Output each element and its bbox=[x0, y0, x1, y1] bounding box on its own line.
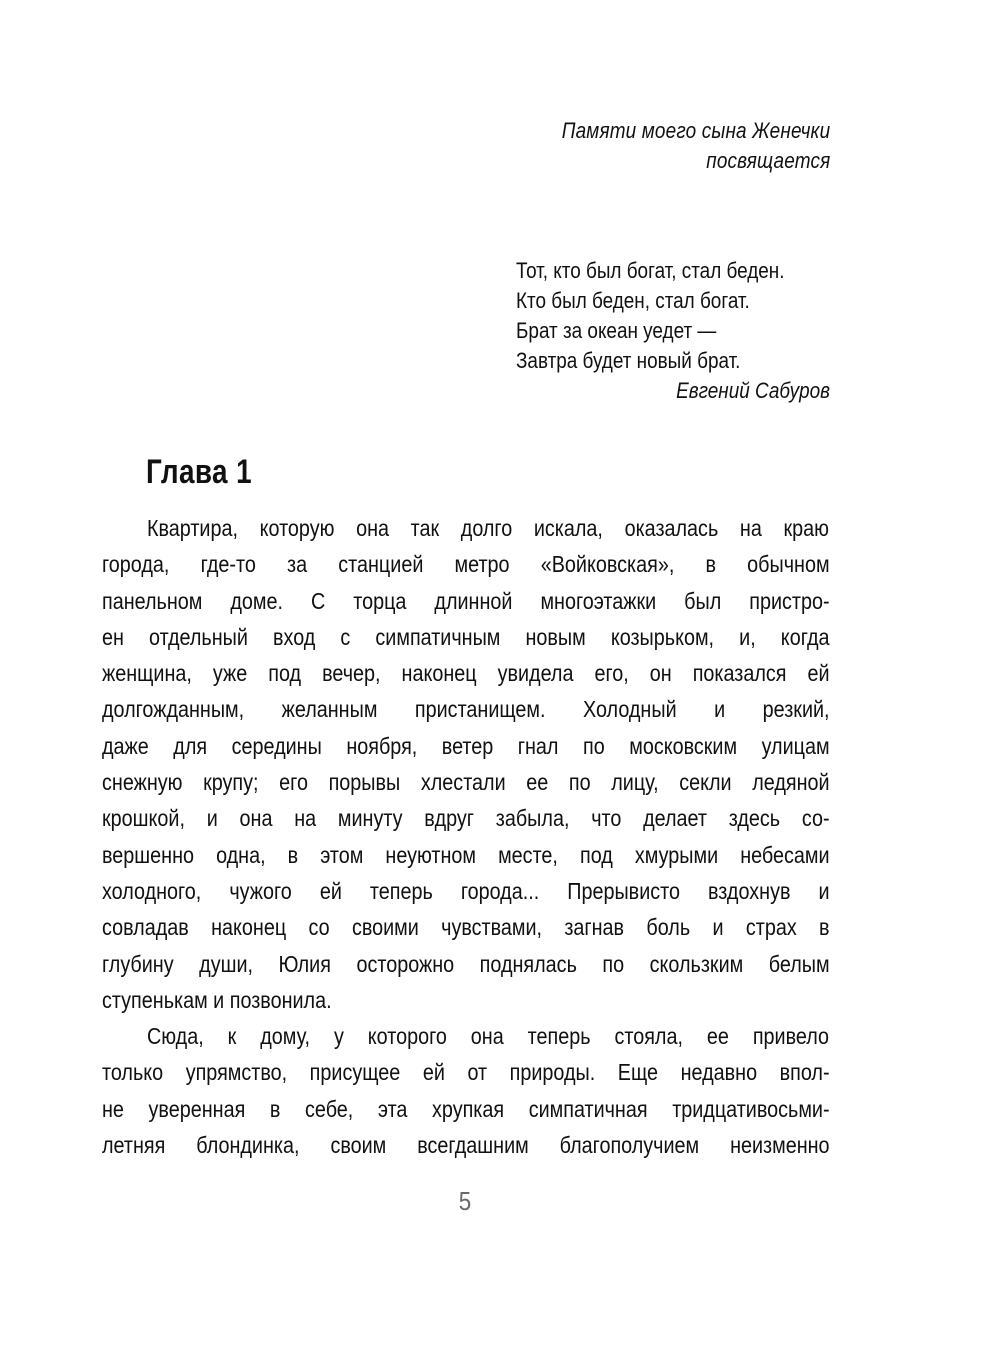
text-line: панельном доме. С торца длинной многоэтажки был пристро- bbox=[102, 587, 830, 614]
epigraph bbox=[516, 256, 830, 406]
text-line: вершенно одна, в этом неуютном месте, под хмурыми небесами bbox=[102, 841, 830, 868]
text-line: крошкой, и она на минуту вдруг забыла, что делает здесь со- bbox=[102, 805, 830, 832]
dedication-line: посвящается bbox=[705, 148, 830, 173]
paragraph bbox=[102, 510, 830, 1018]
epigraph-line: Брат за океан уедет — bbox=[516, 318, 717, 343]
dedication bbox=[561, 116, 830, 176]
text-line: женщина, уже под вечер, наконец увидела его, он показался ей bbox=[102, 660, 830, 687]
text-line: города, где-то за станцией метро «Войковская», в обычном bbox=[102, 551, 830, 578]
text-line: летняя блондинка, своим всегдашним благополучием неизменно bbox=[102, 1132, 830, 1159]
text-line: Квартира, которую она так долго искала, оказалась на краю bbox=[147, 515, 829, 541]
text-line: ступенькам и позвонила. bbox=[102, 986, 332, 1013]
text-line: только упрямство, присущее ей от природы. Еще недавно впол- bbox=[102, 1059, 830, 1086]
page-number: 5 bbox=[458, 1186, 472, 1216]
body-text bbox=[102, 510, 830, 1163]
text-line: совладав наконец со своими чувствами, загнав боль и страх в bbox=[102, 914, 830, 941]
chapter-title: Глава 1 bbox=[146, 453, 253, 491]
text-line: глубину души, Юлия осторожно поднялась по скользким белым bbox=[102, 950, 830, 977]
text-line: не уверенная в себе, эта хрупкая симпатичная тридцативосьми- bbox=[102, 1095, 830, 1122]
epigraph-line: Завтра будет новый брат. bbox=[516, 348, 741, 373]
paragraph bbox=[102, 1018, 830, 1163]
text-line: долгожданным, желанным пристанищем. Холодный и резкий, bbox=[102, 696, 830, 723]
text-line: даже для середины ноября, ветер гнал по московским улицам bbox=[102, 732, 830, 759]
dedication-line: Памяти моего сына Женечки bbox=[561, 118, 830, 143]
text-line: снежную крупу; его порывы хлестали ее по лицу, секли ледяной bbox=[102, 769, 830, 796]
text-line: Сюда, к дому, у которого она теперь стояла, ее привело bbox=[147, 1023, 829, 1050]
text-line: холодного, чужого ей теперь города... Прерывисто вздохнув и bbox=[102, 877, 830, 904]
epigraph-line: Тот, кто был богат, стал беден. bbox=[516, 258, 785, 283]
epigraph-author: Евгений Сабуров bbox=[676, 378, 830, 403]
text-line: ен отдельный вход с симпатичным новым козырьком, и, когда bbox=[102, 623, 830, 650]
epigraph-line: Кто был беден, стал богат. bbox=[516, 288, 750, 313]
